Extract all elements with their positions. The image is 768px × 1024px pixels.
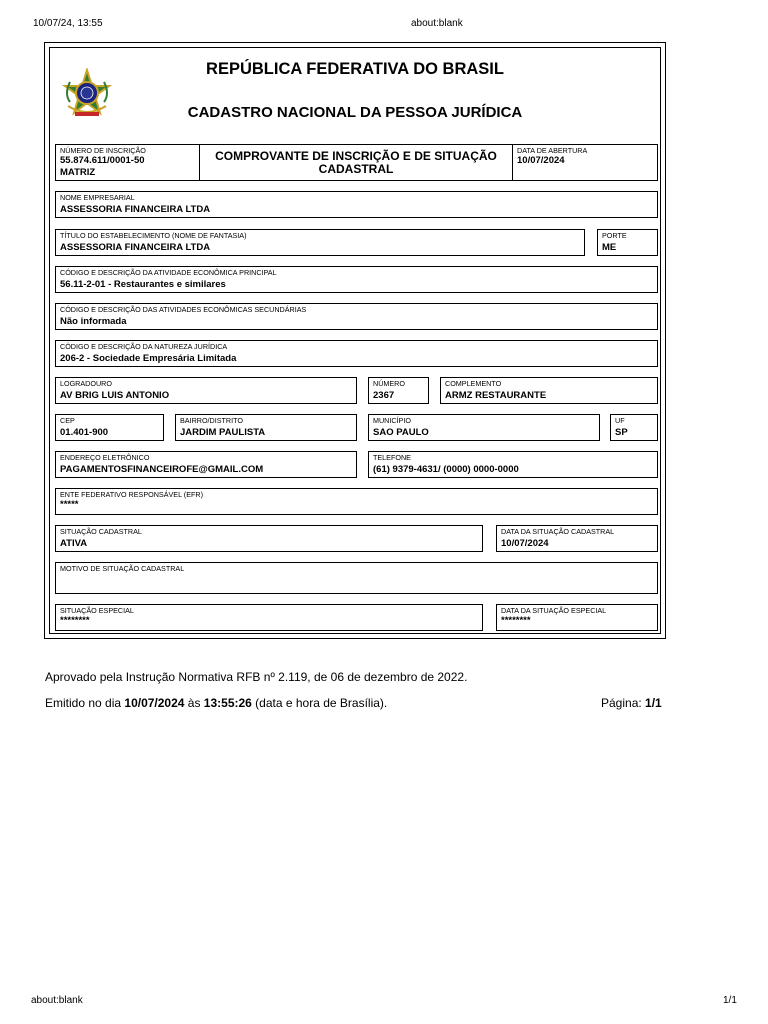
natureza-value: 206-2 - Sociedade Empresária Limitada [60, 353, 237, 364]
cep-value: 01.401-900 [60, 427, 109, 438]
bairro-box [175, 414, 357, 441]
situacao-especial-value: ******** [60, 615, 90, 626]
bairro-label: BAIRRO/DISTRITO [180, 416, 243, 425]
emitido-suffix: (data e hora de Brasília). [251, 696, 388, 710]
atividade-principal-value: 56.11-2-01 - Restaurantes e similares [60, 279, 226, 290]
numero-label: NÚMERO [373, 379, 405, 388]
municipio-value: SAO PAULO [373, 427, 429, 438]
porte-value: ME [602, 242, 617, 253]
nome-empresarial-label: NOME EMPRESARIAL [60, 193, 135, 202]
inscricao-type: MATRIZ [60, 167, 96, 178]
fantasia-box [55, 229, 585, 256]
atividade-principal-label: CÓDIGO E DESCRIÇÃO DA ATIVIDADE ECONÔMICA PRINCIPAL [60, 268, 277, 277]
email-label: ENDEREÇO ELETRÔNICO [60, 453, 150, 462]
situacao-especial-box [55, 604, 483, 631]
uf-value: SP [615, 427, 628, 438]
inscricao-box [55, 144, 200, 181]
inscricao-label: NÚMERO DE INSCRIÇÃO [60, 146, 146, 155]
logradouro-label: LOGRADOURO [60, 379, 112, 388]
nome-empresarial-box [55, 191, 658, 218]
complemento-box [440, 377, 658, 404]
complemento-value: ARMZ RESTAURANTE [445, 390, 547, 401]
telefone-box [368, 451, 658, 478]
print-datetime: 10/07/24, 13:55 [33, 18, 103, 29]
abertura-value: 10/07/2024 [517, 155, 565, 166]
document-inner-frame [49, 47, 661, 634]
uf-label: UF [615, 416, 625, 425]
fantasia-label: TÍTULO DO ESTABELECIMENTO (NOME DE FANTASIA) [60, 231, 247, 240]
motivo-box [55, 562, 658, 594]
data-situacao-especial-label: DATA DA SITUAÇÃO ESPECIAL [501, 606, 607, 615]
situacao-value: ATIVA [60, 538, 88, 549]
inscricao-number: 55.874.611/0001-50 [60, 155, 145, 166]
data-situacao-label: DATA DA SITUAÇÃO CADASTRAL [501, 527, 615, 536]
abertura-box [512, 144, 658, 181]
cadastro-title: CADASTRO NACIONAL DA PESSOA JURÍDICA [187, 104, 523, 121]
aprovado-text: Aprovado pela Instrução Normativa RFB nº 2.119, de 06 de dezembro de 2022. [45, 670, 468, 684]
comprovante-line2: CADASTRAL [318, 162, 394, 176]
uf-box [610, 414, 658, 441]
complemento-label: COMPLEMENTO [445, 379, 502, 388]
pagina-value: 1/1 [645, 696, 662, 710]
atividades-secundarias-box [55, 303, 658, 330]
comprovante-line1: COMPROVANTE DE INSCRIÇÃO E DE SITUAÇÃO [215, 149, 497, 163]
atividade-principal-box [55, 266, 658, 293]
abertura-label: DATA DE ABERTURA [517, 146, 588, 155]
emitido-time: 13:55:26 [203, 696, 252, 710]
situacao-box [55, 525, 483, 552]
municipio-label: MUNICÍPIO [373, 416, 411, 425]
pagina-text [601, 696, 662, 710]
emitido-mid: às [184, 696, 204, 710]
telefone-label: TELEFONE [373, 453, 411, 462]
municipio-box [368, 414, 600, 441]
emitido-prefix: Emitido no dia [45, 696, 125, 710]
data-situacao-box [496, 525, 658, 552]
efr-label: ENTE FEDERATIVO RESPONSÁVEL (EFR) [60, 490, 203, 499]
efr-box [55, 488, 658, 515]
situacao-label: SITUAÇÃO CADASTRAL [60, 527, 142, 536]
print-page-count: 1/1 [723, 995, 737, 1006]
bairro-value: JARDIM PAULISTA [180, 427, 266, 438]
print-footer-url: about:blank [31, 995, 83, 1006]
numero-box [368, 377, 429, 404]
motivo-label: MOTIVO DE SITUAÇÃO CADASTRAL [60, 564, 185, 573]
porte-box [597, 229, 658, 256]
emitido-text [45, 696, 387, 710]
porte-label: PORTE [602, 231, 627, 240]
data-situacao-value: 10/07/2024 [501, 538, 549, 549]
fantasia-value: ASSESSORIA FINANCEIRA LTDA [60, 242, 211, 253]
cep-box [55, 414, 164, 441]
natureza-box [55, 340, 658, 367]
logradouro-box [55, 377, 357, 404]
atividades-secundarias-label: CÓDIGO E DESCRIÇÃO DAS ATIVIDADES ECONÔMICAS SECUNDÁRIAS [60, 305, 307, 314]
logradouro-value: AV BRIG LUIS ANTONIO [60, 390, 170, 401]
atividades-secundarias-value: Não informada [60, 316, 127, 327]
pagina-label: Página: [601, 696, 646, 710]
efr-value: ***** [60, 499, 79, 510]
emitido-date: 10/07/2024 [124, 696, 185, 710]
print-page-title: about:blank [411, 18, 463, 29]
comprovante-box [199, 144, 513, 181]
nome-empresarial-value: ASSESSORIA FINANCEIRA LTDA [60, 204, 211, 215]
numero-value: 2367 [373, 390, 395, 401]
telefone-value: (61) 9379-4631/ (0000) 0000-0000 [373, 464, 519, 475]
data-situacao-especial-box [496, 604, 658, 631]
situacao-especial-label: SITUAÇÃO ESPECIAL [60, 606, 134, 615]
data-situacao-especial-value: ******** [501, 615, 531, 626]
email-box [55, 451, 357, 478]
natureza-label: CÓDIGO E DESCRIÇÃO DA NATUREZA JURÍDICA [60, 342, 228, 351]
email-value: PAGAMENTOSFINANCEIROFE@GMAIL.COM [60, 464, 264, 475]
republic-title: REPÚBLICA FEDERATIVA DO BRASIL [206, 60, 504, 78]
cep-label: CEP [60, 416, 75, 425]
